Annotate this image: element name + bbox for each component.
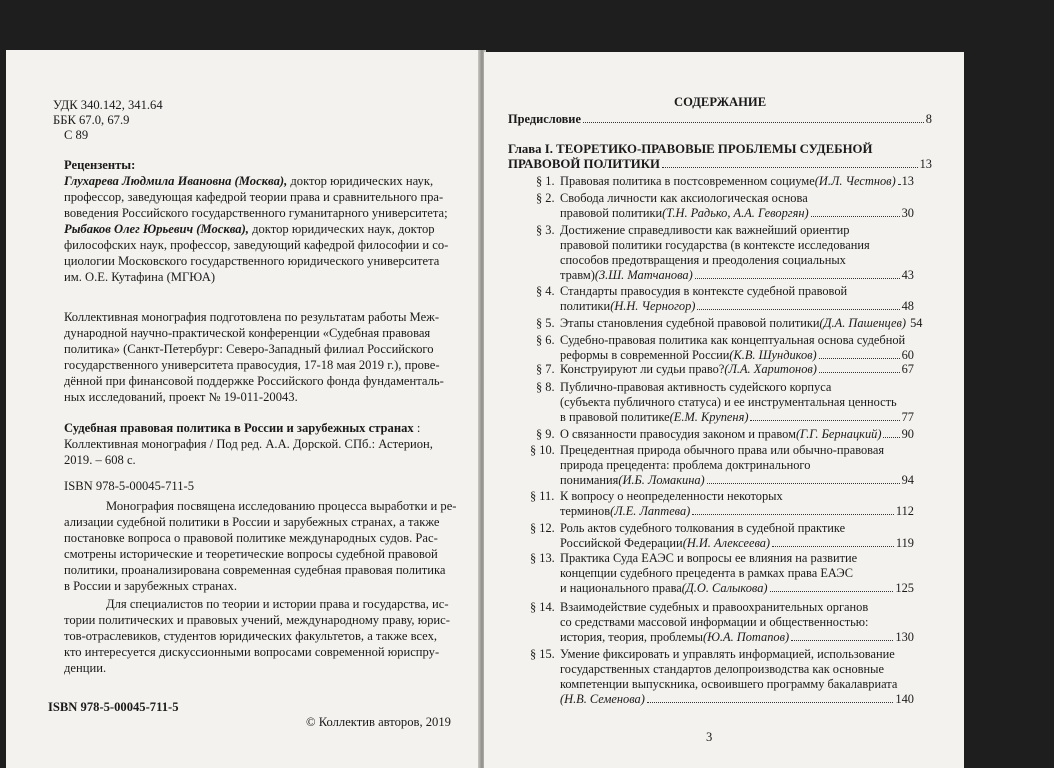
toc-leader-dots — [692, 504, 894, 515]
about-line: государственного университета правосудия, 17-18 мая 2019 г.), прове- — [64, 358, 440, 372]
toc-leader-dots — [772, 536, 894, 547]
toc-item-title: правовой политики — [560, 206, 663, 220]
toc-item-author: (И.Б. Ломакина) — [618, 473, 705, 487]
toc-item — [560, 427, 914, 442]
reviewer-2-line-3: циологии Московского государственного юридического университета — [64, 254, 440, 268]
toc-leader-dots — [898, 174, 900, 185]
right-page — [484, 52, 964, 768]
toc-item-title: и национального права — [560, 581, 682, 595]
toc-item — [560, 551, 914, 596]
toc-item-page: 60 — [901, 348, 914, 362]
toc-item-title: Правовая политика в постсовременном социуме — [560, 174, 815, 188]
toc-item-author: (Д.А. Пашенцев) — [819, 316, 907, 330]
toc-item — [560, 380, 914, 425]
toc-item — [560, 174, 914, 189]
toc-item-title: история, теория, проблемы — [560, 630, 703, 644]
udk-code: УДК 340.142, 341.64 — [53, 98, 163, 112]
toc-item-number: § 8. — [536, 380, 555, 394]
isbn-bold: ISBN 978-5-00045-711-5 — [48, 700, 179, 714]
toc-item-number: § 14. — [530, 600, 555, 614]
audience-line: Для специалистов по теории и истории права и государства, ис- — [106, 597, 449, 611]
abstract-line: ализации судебной политики в России и зарубежных странах, а также — [64, 515, 440, 529]
reviewer-1-line-1: Глухарева Людмила Ивановна (Москва), доктор юридических наук, — [64, 174, 434, 188]
toc-item-author: (Г.Г. Бернацкий) — [795, 427, 882, 441]
toc-item — [560, 521, 914, 551]
abstract-line: постановке вопроса о правовой политике международных судов. Рас- — [64, 531, 438, 545]
toc-item — [560, 489, 914, 519]
toc-item — [560, 333, 914, 363]
toc-item-author: (Н.В. Семенова) — [560, 692, 645, 706]
toc-item-page: 125 — [895, 581, 914, 595]
toc-item-line: государственных стандартов делопроизводства как основные — [560, 662, 884, 676]
abstract-line: в России и зарубежных странах. — [64, 579, 238, 593]
toc-leader-dots — [750, 410, 899, 421]
audience-line: кто интересуется дискуссионными вопросами современной юриспру- — [64, 645, 440, 659]
toc-item-line: Публично-правовая активность судейского корпуса — [560, 380, 832, 394]
toc-item-author: (Л.А. Харитонов) — [724, 362, 817, 376]
toc-leader-dots — [770, 581, 894, 592]
toc-item-author: (Ю.А. Потапов) — [703, 630, 790, 644]
toc-item-title: Конструируют ли судьи право? — [560, 362, 725, 376]
toc-item-line: Свобода личности как аксиологическая основа — [560, 191, 808, 205]
toc-item-title: политики — [560, 299, 611, 313]
toc-item-author: (Н.Н. Черногор) — [610, 299, 696, 313]
toc-item-author: (З.Ш. Матчанова) — [594, 268, 693, 282]
abstract-line: политики, проанализирована современная судебная правовая политика — [64, 563, 446, 577]
toc-item — [560, 362, 914, 377]
toc-leader-dots — [697, 299, 899, 310]
toc-item — [560, 647, 914, 707]
left-page — [6, 50, 482, 768]
toc-item-page: 43 — [901, 268, 914, 282]
reviewer-1-line-3: воведения Российского государственного гуманитарного университета; — [64, 206, 448, 220]
toc-item-line: Прецедентная природа обычного права или обычно-правовая — [560, 443, 885, 457]
toc-item-line: Стандарты правосудия в контексте судебной правовой — [560, 284, 848, 298]
toc-item-number: § 2. — [536, 191, 555, 205]
reviewer-2-line-1: Рыбаков Олег Юрьевич (Москва), доктор юридических наук, доктор — [64, 222, 435, 236]
contents-title: СОДЕРЖАНИЕ — [674, 95, 767, 109]
toc-item-page: 130 — [895, 630, 914, 644]
toc-item-author: (Е.М. Крупеня) — [669, 410, 749, 424]
toc-item-page: 13 — [901, 174, 914, 188]
toc-item-number: § 15. — [530, 647, 555, 661]
toc-item — [560, 316, 923, 331]
toc-item-line: концепции судебного прецедента в рамках права ЕАЭС — [560, 566, 853, 580]
toc-item-number: § 9. — [536, 427, 555, 441]
audience-line: денции. — [64, 661, 107, 675]
toc-leader-dots — [811, 206, 900, 217]
isbn-small: ISBN 978-5-00045-711-5 — [64, 479, 195, 493]
reviewers-title: Рецензенты: — [64, 158, 136, 172]
reviewer-2-line-2: философских наук, профессор, заведующий кафедрой философии и со- — [64, 238, 449, 252]
toc-item-page: 90 — [901, 427, 914, 441]
toc-item-title: реформы в современной России — [560, 348, 730, 362]
toc-item-number: § 7. — [536, 362, 555, 376]
about-line: дународной научно-практической конференции «Судебная правовая — [64, 326, 431, 340]
toc-chapter-1: Глава I. ТЕОРЕТИКО-ПРАВОВЫЕ ПРОБЛЕМЫ СУДЕБНОЙ ПРАВОВОЙ ПОЛИТИКИ 13 — [508, 142, 932, 171]
toc-item-page: 119 — [895, 536, 914, 550]
toc-preface: Предисловие 8 — [508, 112, 932, 126]
toc-item-line: Практика Суда ЕАЭС и вопросы ее влияния на развитие — [560, 551, 858, 565]
toc-item-line: Достижение справедливости как важнейший ориентир — [560, 223, 850, 237]
toc-item — [560, 223, 914, 283]
toc-item-line: природа прецедента: проблема доктринального — [560, 458, 811, 472]
toc-leader-dots — [707, 473, 900, 484]
toc-item-author: (Л.Е. Лаптева) — [610, 504, 691, 518]
toc-item-page: 48 — [901, 299, 914, 313]
toc-item — [560, 284, 914, 314]
toc-item-number: § 12. — [530, 521, 555, 535]
toc-item-title: Российской Федерации — [560, 536, 683, 550]
toc-item-line: Роль актов судебного толкования в судебной практике — [560, 521, 846, 535]
toc-item-line: со средствами массовой информации и общественностью: — [560, 615, 869, 629]
toc-item — [560, 443, 914, 488]
toc-leader-dots — [883, 427, 899, 438]
toc-item-number: § 11. — [530, 489, 555, 503]
bibliographic-title: Судебная правовая политика в России и зарубежных странах : — [64, 421, 421, 435]
toc-item-line: Взаимодействие судебных и правоохранительных органов — [560, 600, 869, 614]
toc-item-title: в правовой политике — [560, 410, 670, 424]
toc-item-number: § 13. — [530, 551, 555, 565]
toc-item-line: (субъекта публичного статуса) и ее инструментальная ценность — [560, 395, 897, 409]
page-number: 3 — [706, 730, 713, 744]
toc-item-number: § 5. — [536, 316, 555, 330]
abstract-line: Монография посвящена исследованию процесса выработки и ре- — [106, 499, 457, 513]
toc-item-page: 77 — [901, 410, 914, 424]
toc-item-page: 30 — [901, 206, 914, 220]
abstract-line: смотрены исторические и теоретические вопросы судебной правовой — [64, 547, 438, 561]
toc-item-number: § 10. — [530, 443, 555, 457]
toc-item-author: (Н.И. Алексеева) — [682, 536, 771, 550]
about-line: ных исследований, проект № 19-011-20043. — [64, 390, 298, 404]
toc-item-title: Этапы становления судебной правовой политики — [560, 316, 820, 330]
toc-item-title: О связанности правосудия законом и правом — [560, 427, 796, 441]
bibliographic-line-2: Коллективная монография / Под ред. А.А. Дорской. СПб.: Астерион, — [64, 437, 433, 451]
toc-item-number: § 3. — [536, 223, 555, 237]
reviewer-1-line-2: профессор, заведующая кафедрой теории права и сравнительного пра- — [64, 190, 444, 204]
about-line: политика» (Санкт-Петербург: Северо-Западный филиал Российского — [64, 342, 434, 356]
reviewer-2-line-4: им. О.Е. Кутафина (МГЮА) — [64, 270, 216, 284]
toc-item-line: Судебно-правовая политика как концептуальная основа судебной — [560, 333, 906, 347]
toc-item-number: § 4. — [536, 284, 555, 298]
toc-leader-dots — [695, 268, 900, 279]
toc-leader-dots — [819, 348, 900, 359]
toc-item-title: травм) — [560, 268, 595, 282]
toc-item-title: понимания — [560, 473, 619, 487]
toc-item-line: способов предотвращения и преодоления социальных — [560, 253, 846, 267]
toc-item — [560, 191, 914, 221]
audience-line: тории политических и правовых учений, международному праву, юрис- — [64, 613, 450, 627]
toc-item-author: (Д.О. Салыкова) — [681, 581, 768, 595]
toc-item-number: § 6. — [536, 333, 555, 347]
copyright: © Коллектив авторов, 2019 — [306, 715, 451, 729]
toc-item-line: компетенции выпускника, освоившего программу бакалавриата — [560, 677, 898, 691]
toc-item-page: 54 — [910, 316, 923, 330]
toc-item-page: 140 — [895, 692, 914, 706]
toc-item-line: правовой политики государства (в контексте исследования — [560, 238, 870, 252]
toc-item-title: терминов — [560, 504, 611, 518]
toc-item-page: 94 — [901, 473, 914, 487]
toc-item-page: 112 — [895, 504, 914, 518]
bbk-code: ББК 67.0, 67.9 — [53, 113, 130, 127]
toc-leader-dots — [819, 362, 900, 373]
toc-item-author: (Т.Н. Радько, А.А. Геворгян) — [662, 206, 809, 220]
toc-item-line: К вопросу о неопределенности некоторых — [560, 489, 783, 503]
toc-item — [560, 600, 914, 645]
toc-item-line: Умение фиксировать и управлять информацией, использование — [560, 647, 895, 661]
about-line: Коллективная монография подготовлена по результатам работы Меж- — [64, 310, 440, 324]
toc-leader-dots — [647, 692, 894, 703]
toc-item-author: (К.В. Шундиков) — [729, 348, 817, 362]
toc-leader-dots — [791, 630, 893, 641]
toc-item-number: § 1. — [536, 174, 555, 188]
audience-line: тов-отраслевиков, студентов юридических факультетов, а также всех, — [64, 629, 438, 643]
author-mark: С 89 — [64, 128, 89, 142]
about-line: дённой при финансовой поддержке Российского фонда фундаменталь- — [64, 374, 444, 388]
toc-item-page: 67 — [901, 362, 914, 376]
bibliographic-line-3: 2019. – 608 с. — [64, 453, 136, 467]
toc-item-author: (И.Л. Честнов) — [814, 174, 896, 188]
